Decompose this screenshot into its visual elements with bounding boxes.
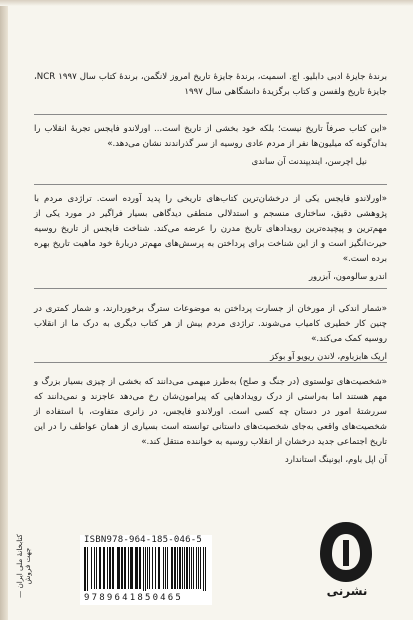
divider	[34, 288, 387, 289]
quote-text: «اورلاندو فایجس یکی از درخشان‌ترین کتاب‌های تاریخی را پدید آورده است. تراژدی مردم با پژوهشی دقیق، ساختاری منسجم و استدلالی منطقی دیدگاهی بسیار فراگیر در مورد یکی از مهم‌ترین و پیچیده‌ترین رویدادهای تاریخ مدرن را عرضه می‌کند. شناخت فایجس از تاریخ روسیه حیرت‌انگیز است و از این شناخت برای پرداختن به پرسش‌های مهم‌تر دربارهٔ خود ماهیت تاریخ بهره برده است.»	[34, 194, 387, 264]
barcode-bar	[128, 547, 129, 589]
barcode-bar	[174, 547, 176, 589]
review-quote-4	[34, 375, 387, 467]
barcode-bar	[147, 547, 148, 589]
barcode-bar	[165, 547, 166, 589]
divider	[34, 362, 387, 363]
barcode-bar	[167, 547, 168, 589]
barcode-bar	[139, 547, 141, 589]
barcode-bar	[124, 547, 126, 589]
barcode-bar	[112, 547, 114, 589]
review-quote-3	[34, 302, 387, 364]
barcode-bar	[200, 547, 201, 589]
library-stamp	[16, 530, 46, 602]
barcode-bar	[84, 547, 86, 591]
barcode-bar	[193, 547, 194, 589]
barcode-bars	[84, 547, 208, 591]
barcode-bar	[191, 547, 192, 589]
barcode-digits: 9789641850465	[84, 593, 184, 603]
barcode-bar	[96, 547, 97, 589]
publisher-name: نشرنی	[326, 584, 368, 598]
review-quote-2	[34, 192, 387, 284]
quote-text: «شمار اندکی از مورخان از جسارت پرداختن به موضوعات سترگ برخوردارند، و شمار کمتری در چنین کار خطیری کامیاب می‌شوند. تراژدی مردم بیش از هر کتاب دیگری به درک ما از انقلاب روسیه کمک می‌کند.»	[34, 304, 387, 344]
barcode-bar	[186, 547, 188, 589]
barcode-bar	[130, 547, 133, 589]
barcode-bar	[143, 547, 144, 591]
barcode-bar	[171, 547, 173, 589]
quote-author: اریک هابزباوم، لاندن ریویو آو بوکز	[270, 351, 387, 361]
barcode-bar	[91, 547, 92, 589]
barcode-bar	[87, 547, 88, 591]
cover-edge	[0, 0, 8, 620]
barcode-bar	[198, 547, 199, 589]
barcode	[80, 535, 212, 605]
barcode-bar	[182, 547, 183, 589]
barcode-bar	[135, 547, 138, 589]
divider	[34, 114, 387, 115]
barcode-bar	[205, 547, 206, 591]
barcode-bar	[158, 547, 160, 589]
barcode-bar	[189, 547, 190, 589]
barcode-bar	[152, 547, 153, 589]
quote-text: «این کتاب صرفاً تاریخ نیست؛ بلکه خود بخشی از تاریخ است... اورلاندو فایجس تجربهٔ انقلاب را بدان‌گونه که میلیون‌ها نفر از مردم عادی روسیه از سر گذراندند نشان می‌دهد.»	[34, 124, 387, 149]
barcode-bar	[163, 547, 164, 589]
barcode-bar	[196, 547, 197, 589]
isbn-label: ISBN978-964-185-046-5	[84, 535, 202, 545]
barcode-bar	[99, 547, 101, 589]
quote-author: آن اپل باوم، ایونینگ استاندارد	[284, 454, 387, 464]
barcode-bar	[184, 547, 185, 589]
stamp-text: کتابخانهٔ ملی ایران — جهت فروش	[15, 534, 32, 598]
quote-text: «شخصیت‌های تولستوی (در جنگ و صلح) به‌طرز مبهمی می‌دانند که بخشی از چیزی بسیار بزرگ و مهم هستند اما به‌راستی از درک رویدادهایی که پیرامون‌شان رخ می‌دهد عاجزند و نمی‌دانند که سررشتهٔ امور در دستان چه کسی است. اورلاندو فایجس، در زانری متفاوت، با استفاده از شخصیت‌های واقعی به‌جای شخصیت‌های داستانی توانسته است بسیاری از همان عواطف را در این تاریخ اجتماعی جدید درخشان از انقلاب روسیه به خواننده منتقل کند.»	[34, 377, 387, 447]
review-quote-1	[34, 122, 387, 169]
barcode-bar	[103, 547, 105, 589]
quote-author: اندرو سالومون، آبزرور	[309, 271, 387, 281]
barcode-bar	[155, 547, 156, 589]
barcode-bar	[107, 547, 108, 589]
barcode-bar	[94, 547, 95, 589]
barcode-bar	[121, 547, 123, 589]
barcode-bar	[145, 547, 146, 591]
barcode-bar	[117, 547, 120, 589]
barcode-bar	[179, 547, 181, 589]
barcode-bar	[203, 547, 204, 591]
barcode-bar	[109, 547, 111, 589]
divider	[34, 184, 387, 185]
barcode-bar	[149, 547, 150, 589]
awards-paragraph: برندهٔ جایزهٔ ادبی دابلیو. اچ. اسمیت، برندهٔ جایزهٔ تاریخ امروز لانگمن، برندهٔ کتاب سال NCR ۱۹۹۷، جایزهٔ تاریخ ولفسن و کتاب برگزیدهٔ دانشگاهی سال ۱۹۹۷	[34, 72, 387, 97]
barcode-bar	[177, 547, 178, 589]
cover-top-edge	[0, 0, 413, 6]
quote-author: نیل اچرسن، ایندیپندنت آن ساندی	[251, 156, 367, 166]
